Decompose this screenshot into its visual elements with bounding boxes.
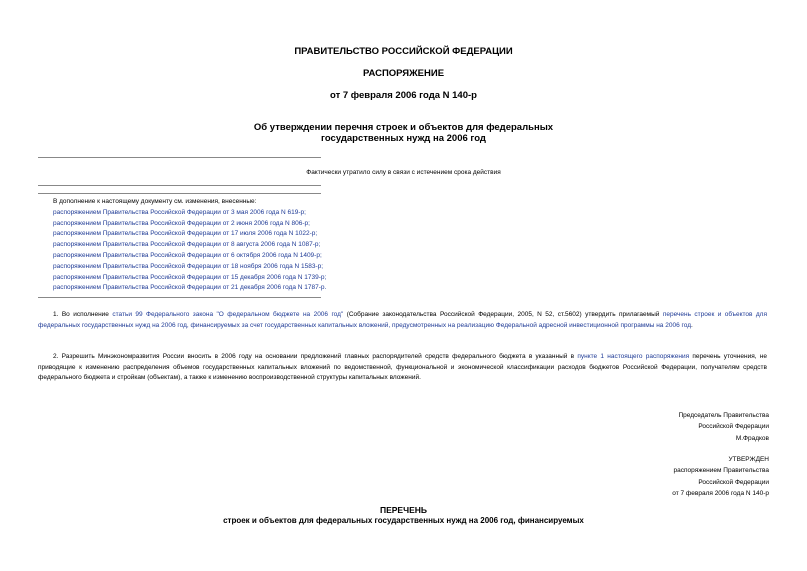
amendment-link[interactable]: распоряжением Правительства Российской Федерации от 18 ноября 2006 года N 1583-р; [53, 262, 324, 270]
list-subtitle: строек и объектов для федеральных государственных нужд на 2006 год, финансируемых [223, 516, 584, 525]
approval-line: Российской Федерации [698, 478, 769, 486]
paragraph-1-middle: (Собрание законодательства Российской Федерации, 2005, N 52, ст.5602) утвердить прилагаемый [343, 311, 663, 318]
amendment-link[interactable]: распоряжением Правительства Российской Федерации от 21 декабря 2006 года N 1787-р. [53, 284, 327, 292]
document-date-number: от 7 февраля 2006 года N 140-р [330, 90, 477, 101]
amendments-block [53, 197, 326, 294]
status-note: Фактически утратило силу в связи с истечением срока действия [306, 169, 501, 176]
paragraph-2 [38, 352, 767, 384]
amendment-link[interactable]: распоряжением Правительства Российской Федерации от 6 октября 2006 года N 1409-р; [53, 251, 322, 259]
clause-1-link[interactable]: пункте 1 настоящего распоряжения [577, 353, 690, 360]
approval-date: от 7 февраля 2006 года N 140-р [672, 489, 769, 497]
divider [38, 297, 321, 298]
paragraph-1-suffix: . [691, 321, 693, 329]
amendment-link[interactable]: распоряжением Правительства Российской Федерации от 17 июля 2006 года N 1022-р; [53, 230, 318, 238]
paragraph-1-prefix: 1. Во исполнение [53, 311, 113, 318]
paragraph-2-prefix: 2. Разрешить Минэкономразвития России вносить в 2006 году на основании предложений главных распорядителей средств федерального бюджета в указанный в [53, 353, 578, 360]
paragraph-2-suffix: перечень уточнения, не приводящие к изменению распределения объемов государственных капитальных вложений по ведомственной, функциональной и экономической классификации расходов бюджетов Российской Федерации, получателям средств федерального бюджета и стройкам (объектам), а также к изменению воспроизводственной структуры капитальных вложений. [38, 353, 767, 381]
signature-position: Председатель Правительства [678, 412, 769, 419]
amendment-link[interactable]: распоряжением Правительства Российской Федерации от 2 июня 2006 года N 806-р; [53, 219, 310, 227]
list-title: ПЕРЕЧЕНЬ [379, 505, 427, 515]
document-title-line1: Об утверждении перечня строек и объектов для федеральных [253, 122, 554, 133]
divider [38, 185, 321, 186]
approval-block [672, 454, 769, 499]
approval-line: распоряжением Правительства [673, 467, 769, 475]
amendments-intro: В дополнение к настоящему документу см. изменения, внесенные: [53, 198, 257, 205]
amendment-link[interactable]: распоряжением Правительства Российской Федерации от 15 декабря 2006 года N 1739-р; [53, 273, 327, 281]
paragraph-1 [38, 310, 767, 331]
signature-name: М.Фрадков [735, 434, 769, 442]
divider [38, 193, 321, 194]
government-heading: ПРАВИТЕЛЬСТВО РОССИЙСКОЙ ФЕДЕРАЦИИ [294, 46, 513, 57]
document-title-line2: государственных нужд на 2006 год [321, 133, 486, 144]
federal-law-article-link[interactable]: статьи 99 Федерального закона "О федеральном бюджете на 2006 год" [112, 311, 344, 318]
signature-block [678, 410, 769, 444]
list-of-projects-link[interactable]: перечень строек и объектов для федеральных государственных нужд на 2006 год, финансируемых за счет государственных капитальных вложений, предусмотренных на реализацию Федеральной адресной инвестиционной программы на 2006 год [38, 311, 767, 329]
signature-country: Российской Федерации [698, 423, 769, 431]
amendment-link[interactable]: распоряжением Правительства Российской Федерации от 3 мая 2006 года N 619-р; [53, 208, 306, 216]
document-type: РАСПОРЯЖЕНИЕ [362, 68, 445, 79]
approval-heading: УТВЕРЖДЕН [728, 456, 769, 463]
amendment-link[interactable]: распоряжением Правительства Российской Федерации от 8 августа 2006 года N 1087-р; [53, 241, 321, 249]
divider [38, 157, 321, 158]
